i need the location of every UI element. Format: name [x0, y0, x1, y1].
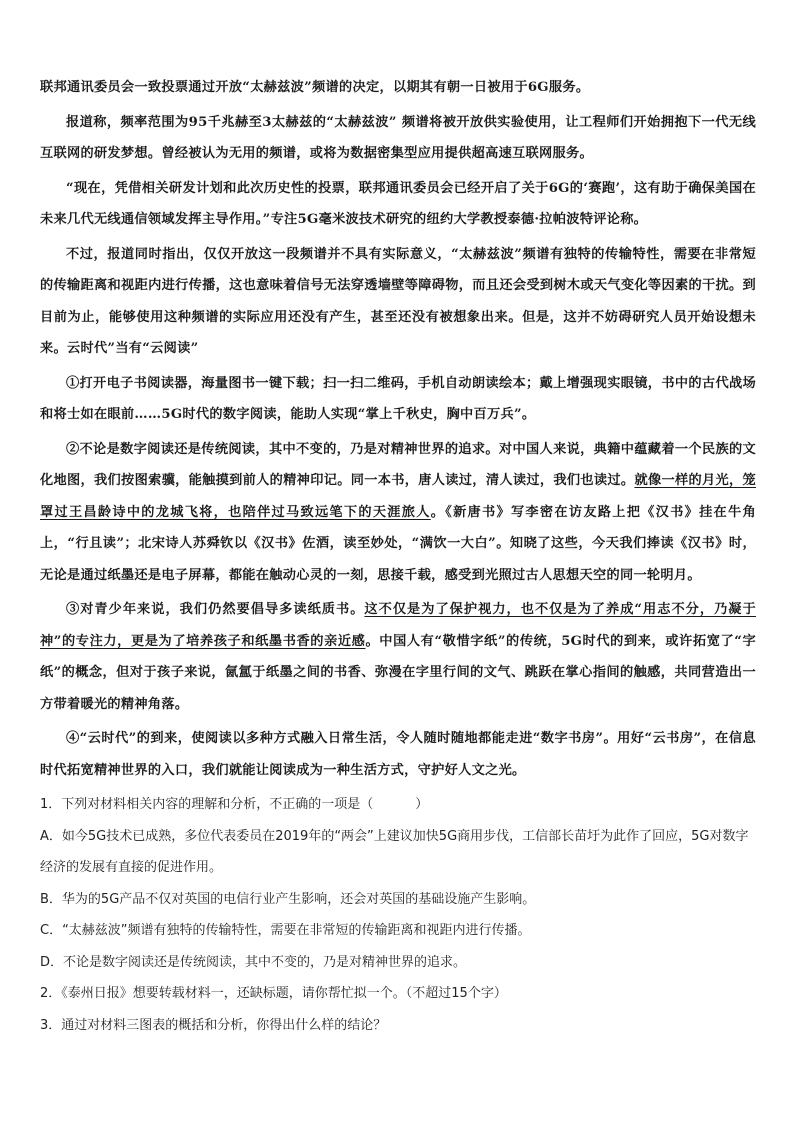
- article-paragraph: [40, 107, 756, 170]
- question-item: [40, 1010, 756, 1042]
- question-text: D．不论是数字阅读还是传统阅读，其中不变的，乃是对精神世界的追求。: [40, 954, 467, 970]
- question-item: [40, 978, 756, 1010]
- underlined-text: 就像一样的月光，笼罩过王昌龄诗中的龙城飞将，也陪伴过马致远笔下的天涯旅人: [40, 473, 757, 520]
- article-paragraph: [40, 723, 756, 786]
- question-list: [40, 789, 756, 1041]
- question-item: [40, 789, 756, 821]
- article-paragraph: [40, 72, 756, 104]
- paragraph-text: 报道称，频率范围为95千兆赫至3太赫兹的“太赫兹波” 频谱将被开放供实验使用，让工程师们开始拥抱下一代无线互联网的研发梦想。曾经被认为无用的频谱，或将为数据密集型应用提供超高速互联网服务。: [40, 114, 756, 161]
- underlined-text: 这不仅是为了保护视力，也不仅是为了养成“用志不分，乃凝于神”的专注力，更是为了培养孩子和纸墨书香的亲近感: [40, 602, 756, 649]
- paragraph-text: “现在，凭借相关研发计划和此次历史性的投票，联邦通讯委员会已经开启了关于6G的‘赛跑’，这有助于确保美国在未来几代无线通信领域发挥主导作用。”专注5G毫米波技术研究的纽约大学教授泰德·拉帕波特评论称。: [40, 180, 756, 227]
- paragraph-text: ④“云时代”的到来，使阅读以多种方式融入日常生活，令人随时随地都能走进“数字书房”。用好“云书房”，在信息时代拓宽精神世界的入口，我们就能让阅读成为一种生活方式，守护好人文之光。: [40, 731, 756, 778]
- article-body: [40, 72, 756, 786]
- paragraph-text: 。中国人有“敬惜字纸”的传统，5G时代的到来，或许拓宽了“字纸”的概念，但对于孩子来说，氤氲于纸墨之间的书香、弥漫在字里行间的文气、跳跃在掌心指间的触感，共同营造出一方带着暖光的精神角落。: [40, 633, 756, 712]
- question-bracket: ）: [415, 797, 429, 812]
- paragraph-text: ②不论是数字阅读还是传统阅读，其中不变的，乃是对精神世界的追求。对中国人来说，典籍中蕴藏着一个民族的文化地图，我们按图索骥，能触摸到前人的精神印记。同一本书，唐人读过，清人读过，我们也读过。: [40, 441, 756, 488]
- answer-option: [40, 947, 756, 979]
- question-text: B．华为的5G产品不仅对英国的电信行业产生影响，还会对英国的基础设施产生影响。: [40, 891, 536, 907]
- question-text: C．“太赫兹波”频谱有独特的传输特性，需要在非常短的传输距离和视距内进行传播。: [40, 923, 531, 938]
- paragraph-text: ①打开电子书阅读器，海量图书一键下载；扫一扫二维码，手机自动朗读绘本；戴上增强现实眼镜，书中的古代战场和将士如在眼前……5G时代的数字阅读，能助人实现“掌上千秋史，胸中百万兵”。: [40, 375, 756, 422]
- article-paragraph: [40, 173, 756, 236]
- paragraph-text: 联邦通讯委员会一致投票通过开放“太赫兹波”频谱的决定，以期其有朝一日被用于6G服务。: [40, 80, 590, 95]
- answer-option: [40, 821, 756, 884]
- paragraph-text: 不过，报道同时指出，仅仅开放这一段频谱并不具有实际意义，“太赫兹波”频谱有独特的传输特性，需要在非常短的传输距离和视距内进行传播，这也意味着信号无法穿透墙壁等障碍物，而且还会受到树木或天气变化等因素的干扰。到目前为止，能够使用这种频谱的实际应用还没有产生，甚至还没有被想象出来。但是，这并不妨碍研究人员开始设想未来。云时代”当有“云阅读”: [40, 246, 756, 356]
- article-paragraph: [40, 594, 756, 720]
- question-text: A．如今5G技术已成熟，多位代表委员在2019年的“两会”上建议加快5G商用步伐，工信部长苗圩为此作了回应，5G对数字经济的发展有直接的促进作用。: [40, 828, 749, 875]
- article-paragraph: [40, 434, 756, 592]
- paragraph-text: ③对青少年来说，我们仍然要倡导多读纸质书。: [66, 602, 365, 617]
- answer-option: [40, 884, 756, 916]
- answer-option: [40, 915, 756, 947]
- article-paragraph: [40, 239, 756, 365]
- paragraph-text: 。《新唐书》写李密在访友路上把《汉书》挂在牛角上，“行且读”；北宋诗人苏舜钦以《汉书》佐酒，读至妙处，“满饮一大白”。知晓了这些，今天我们捧读《汉书》时，无论是通过纸墨还是电子屏幕，都能在触动心灵的一刻，思接千载，感受到光照过古人思想天空的同一轮明月。: [40, 504, 756, 583]
- question-text: 2．《泰州日报》想要转载材料一，还缺标题，请你帮忙拟一个。（不超过15个字）: [40, 986, 507, 1001]
- document-page: [40, 72, 756, 1041]
- article-paragraph: [40, 368, 756, 431]
- question-text: 3．通过对材料三图表的概括和分析，你得出什么样的结论？: [40, 1017, 387, 1033]
- question-text: 1．下列对材料相关内容的理解和分析，不正确的一项是（: [40, 797, 374, 812]
